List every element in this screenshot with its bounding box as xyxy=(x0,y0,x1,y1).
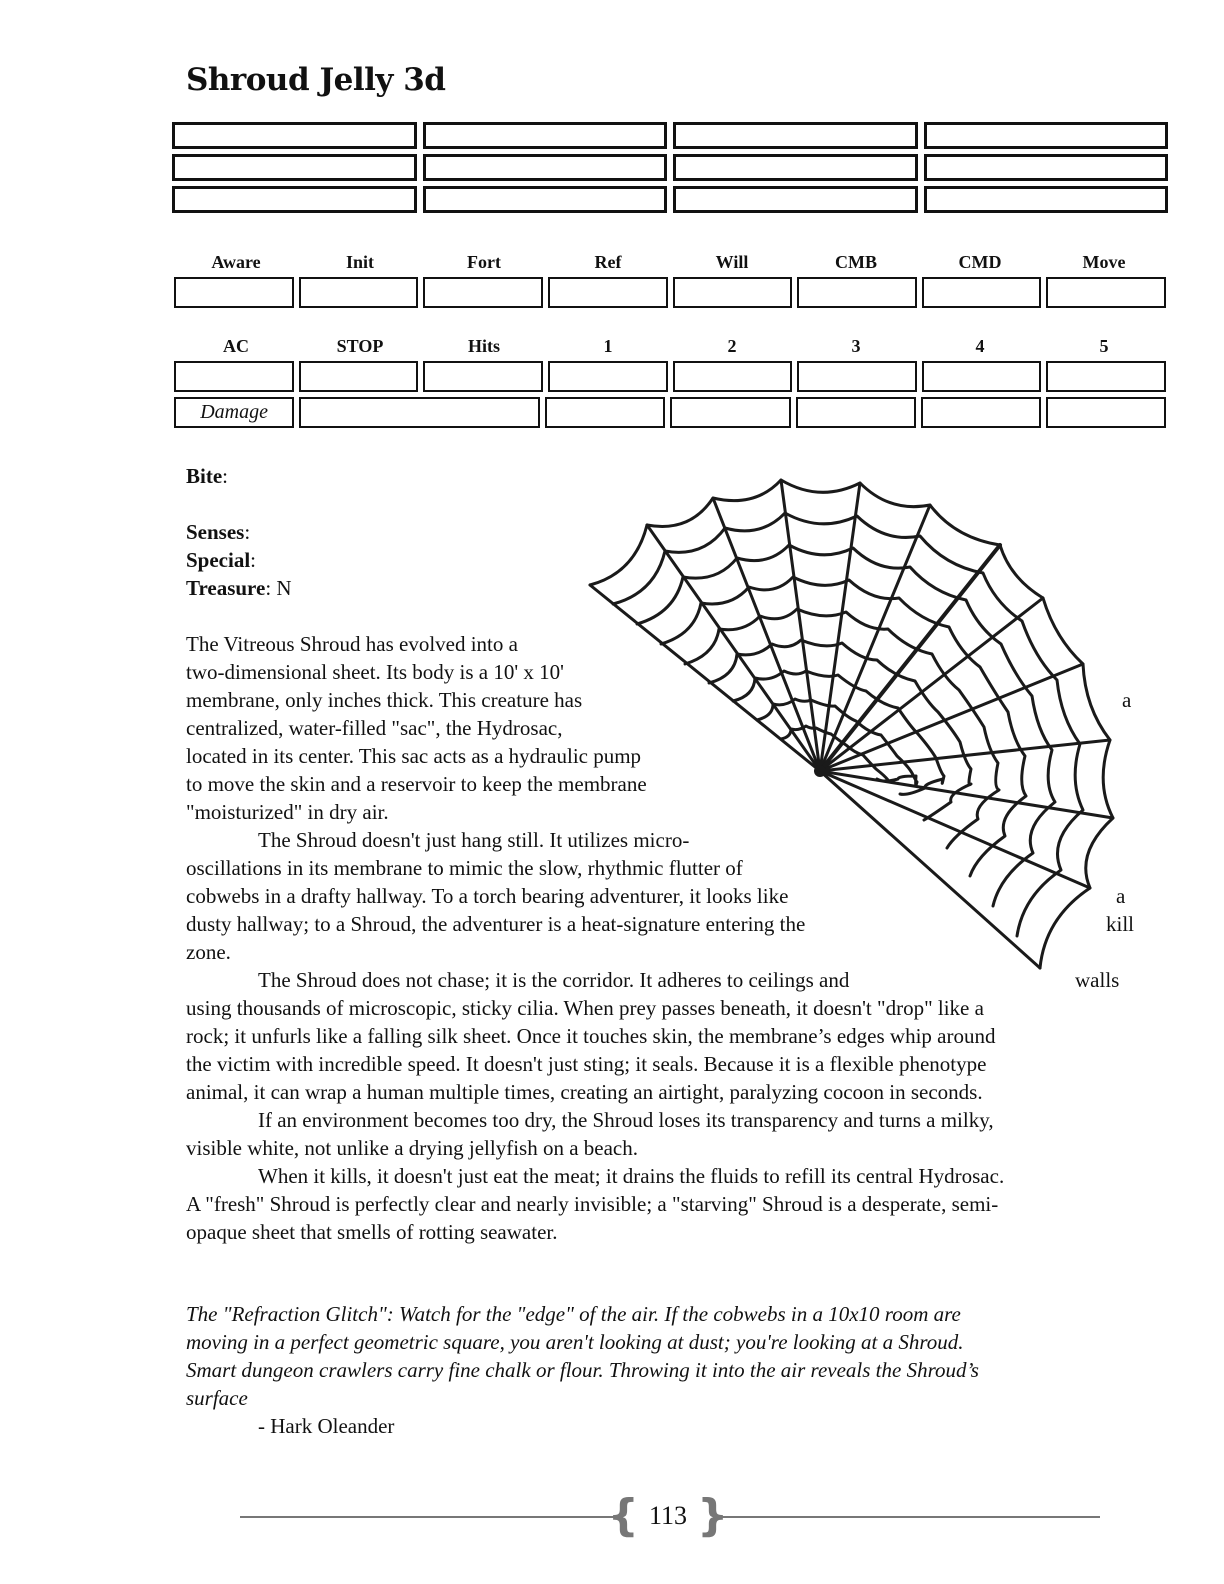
cmb-field[interactable] xyxy=(797,277,917,308)
stat-label-1: 1 xyxy=(603,336,613,356)
top-box-grid xyxy=(172,122,1168,218)
body-line: If an environment becomes too dry, the Shroud loses its transparency and turns a milky, xyxy=(258,1108,994,1132)
special-label: Special xyxy=(186,548,251,572)
stat-label-aware: Aware xyxy=(211,252,261,272)
quote-attribution: - Hark Oleander xyxy=(258,1414,395,1438)
body-line: membrane, only inches thick. This creature has xyxy=(186,688,583,712)
stat-label-ref: Ref xyxy=(594,252,622,272)
grid-cell[interactable] xyxy=(673,122,918,149)
body-line: When it kills, it doesn't just eat the meat; it drains the fluids to refill its central Hydrosac. xyxy=(258,1164,1005,1188)
grid-cell[interactable] xyxy=(673,186,918,213)
stat-labels xyxy=(174,336,1166,357)
stat-label-stop: STOP xyxy=(336,336,384,356)
treasure-value: N xyxy=(276,576,292,600)
stat-label-fort: Fort xyxy=(467,252,501,272)
grid-cell[interactable] xyxy=(423,154,668,181)
damage-field-1[interactable] xyxy=(545,397,665,428)
body-line: rock; it unfurls like a falling silk sheet. Once it touches skin, the membrane’s edges whip around xyxy=(186,1024,996,1048)
grid-row xyxy=(172,122,1168,149)
hit-1-field[interactable] xyxy=(548,361,668,392)
damage-field-2[interactable] xyxy=(670,397,790,428)
grid-row xyxy=(172,186,1168,213)
body-line: the victim with incredible speed. It doesn't just sting; it seals. Because it is a flexible phenotype xyxy=(186,1052,987,1076)
senses-label: Senses xyxy=(186,520,245,544)
body-line-fragment: walls xyxy=(1075,968,1120,992)
body-line: animal, it can wrap a human multiple times, creating an airtight, paralyzing cocoon in seconds. xyxy=(186,1080,983,1104)
stat-label-3: 3 xyxy=(851,336,861,356)
body-line: cobwebs in a drafty hallway. To a torch bearing adventurer, it looks like xyxy=(186,884,789,908)
will-field[interactable] xyxy=(673,277,793,308)
body-line: A "fresh" Shroud is perfectly clear and nearly invisible; a "starving" Shroud is a desperate, semi- xyxy=(186,1192,999,1216)
init-field[interactable] xyxy=(299,277,419,308)
stat-boxes xyxy=(174,277,1166,308)
body-line-fragment: a xyxy=(1122,688,1132,712)
stat-label-ac: AC xyxy=(223,336,249,356)
damage-label: Damage xyxy=(174,397,294,428)
page-number: 113 xyxy=(648,1501,688,1530)
stat-label-will: Will xyxy=(715,252,749,272)
damage-field-main[interactable] xyxy=(299,397,540,428)
bite-attribute: Bite: xyxy=(186,464,228,488)
hit-4-field[interactable] xyxy=(922,361,1042,392)
move-field[interactable] xyxy=(1046,277,1166,308)
senses-attribute: Senses: xyxy=(186,520,251,544)
bite-label: Bite xyxy=(186,464,223,488)
hit-3-field[interactable] xyxy=(797,361,917,392)
special-attribute: Special: xyxy=(186,548,257,572)
grid-cell[interactable] xyxy=(172,154,417,181)
aware-field[interactable] xyxy=(174,277,294,308)
damage-row xyxy=(174,397,1166,428)
left-brace-icon: { xyxy=(607,1490,639,1541)
body-line: dusty hallway; to a Shroud, the adventurer is a heat-signature entering the xyxy=(186,912,806,936)
grid-cell[interactable] xyxy=(172,186,417,213)
quote-line: moving in a perfect geometric square, you aren't looking at dust; you're looking at a Shroud. xyxy=(186,1330,964,1354)
stat-labels xyxy=(174,252,1166,273)
body-line: The Shroud doesn't just hang still. It utilizes micro- xyxy=(258,828,690,852)
cmd-field[interactable] xyxy=(922,277,1042,308)
grid-cell[interactable] xyxy=(924,122,1169,149)
stat-label-hits: Hits xyxy=(467,336,500,356)
damage-field-4[interactable] xyxy=(921,397,1041,428)
hits-field[interactable] xyxy=(423,361,543,392)
grid-cell[interactable] xyxy=(423,122,668,149)
grid-cell[interactable] xyxy=(924,154,1169,181)
grid-cell[interactable] xyxy=(673,154,918,181)
fort-field[interactable] xyxy=(423,277,543,308)
quote-line: Smart dungeon crawlers carry fine chalk or flour. Throwing it into the air reveals the Shroud’s xyxy=(186,1358,979,1382)
body-line: zone. xyxy=(186,940,231,964)
treasure-label: Treasure xyxy=(186,576,266,600)
stat-label-cmd: CMD xyxy=(958,252,1002,272)
ac-field[interactable] xyxy=(174,361,294,392)
stat-label-5: 5 xyxy=(1099,336,1109,356)
body-line: "moisturized" in dry air. xyxy=(186,800,389,824)
body-line: to move the skin and a reservoir to keep the membrane xyxy=(186,772,647,796)
body-line: opaque sheet that smells of rotting seawater. xyxy=(186,1220,558,1244)
stat-label-init: Init xyxy=(345,252,374,272)
stop-field[interactable] xyxy=(299,361,419,392)
grid-cell[interactable] xyxy=(924,186,1169,213)
quote-line: The "Refraction Glitch": Watch for the "edge" of the air. If the cobwebs in a 10x10 room are xyxy=(186,1302,961,1326)
damage-field-5[interactable] xyxy=(1046,397,1166,428)
footer-rule-left xyxy=(240,1516,622,1518)
treasure-attribute: Treasure: N xyxy=(186,576,292,600)
right-brace-icon: } xyxy=(697,1490,729,1541)
grid-row xyxy=(172,154,1168,181)
body-line-fragment: a xyxy=(1116,884,1126,908)
body-line-fragment: kill xyxy=(1106,912,1135,936)
ref-field[interactable] xyxy=(548,277,668,308)
grid-cell[interactable] xyxy=(172,122,417,149)
hit-2-field[interactable] xyxy=(673,361,793,392)
stat-boxes xyxy=(174,361,1166,392)
body-line: two-dimensional sheet. Its body is a 10' x 10' xyxy=(186,660,564,684)
stat-label-cmb: CMB xyxy=(835,252,877,272)
page-title: Shroud Jelly 3d xyxy=(186,62,446,98)
body-line: centralized, water-filled "sac", the Hydrosac, xyxy=(186,716,563,740)
body-line: The Vitreous Shroud has evolved into a xyxy=(186,632,518,656)
body-line: oscillations in its membrane to mimic the slow, rhythmic flutter of xyxy=(186,856,743,880)
body-line: visible white, not unlike a drying jellyfish on a beach. xyxy=(186,1136,638,1160)
page-number-box xyxy=(607,1490,729,1541)
grid-cell[interactable] xyxy=(423,186,668,213)
stats-block-1 xyxy=(174,252,1166,308)
stats-block-2 xyxy=(174,336,1166,428)
body-line: located in its center. This sac acts as a hydraulic pump xyxy=(186,744,642,768)
body-line: using thousands of microscopic, sticky cilia. When prey passes beneath, it doesn't "drop" like a xyxy=(186,996,984,1020)
damage-field-3[interactable] xyxy=(796,397,916,428)
quote-line: surface xyxy=(186,1386,248,1410)
stat-label-2: 2 xyxy=(727,336,737,356)
footer-rule-right xyxy=(714,1516,1100,1518)
hit-5-field[interactable] xyxy=(1046,361,1166,392)
stat-label-4: 4 xyxy=(975,336,985,356)
body-line: The Shroud does not chase; it is the corridor. It adheres to ceilings and xyxy=(258,968,850,992)
web-center xyxy=(814,765,826,777)
stat-label-move: Move xyxy=(1082,252,1126,272)
